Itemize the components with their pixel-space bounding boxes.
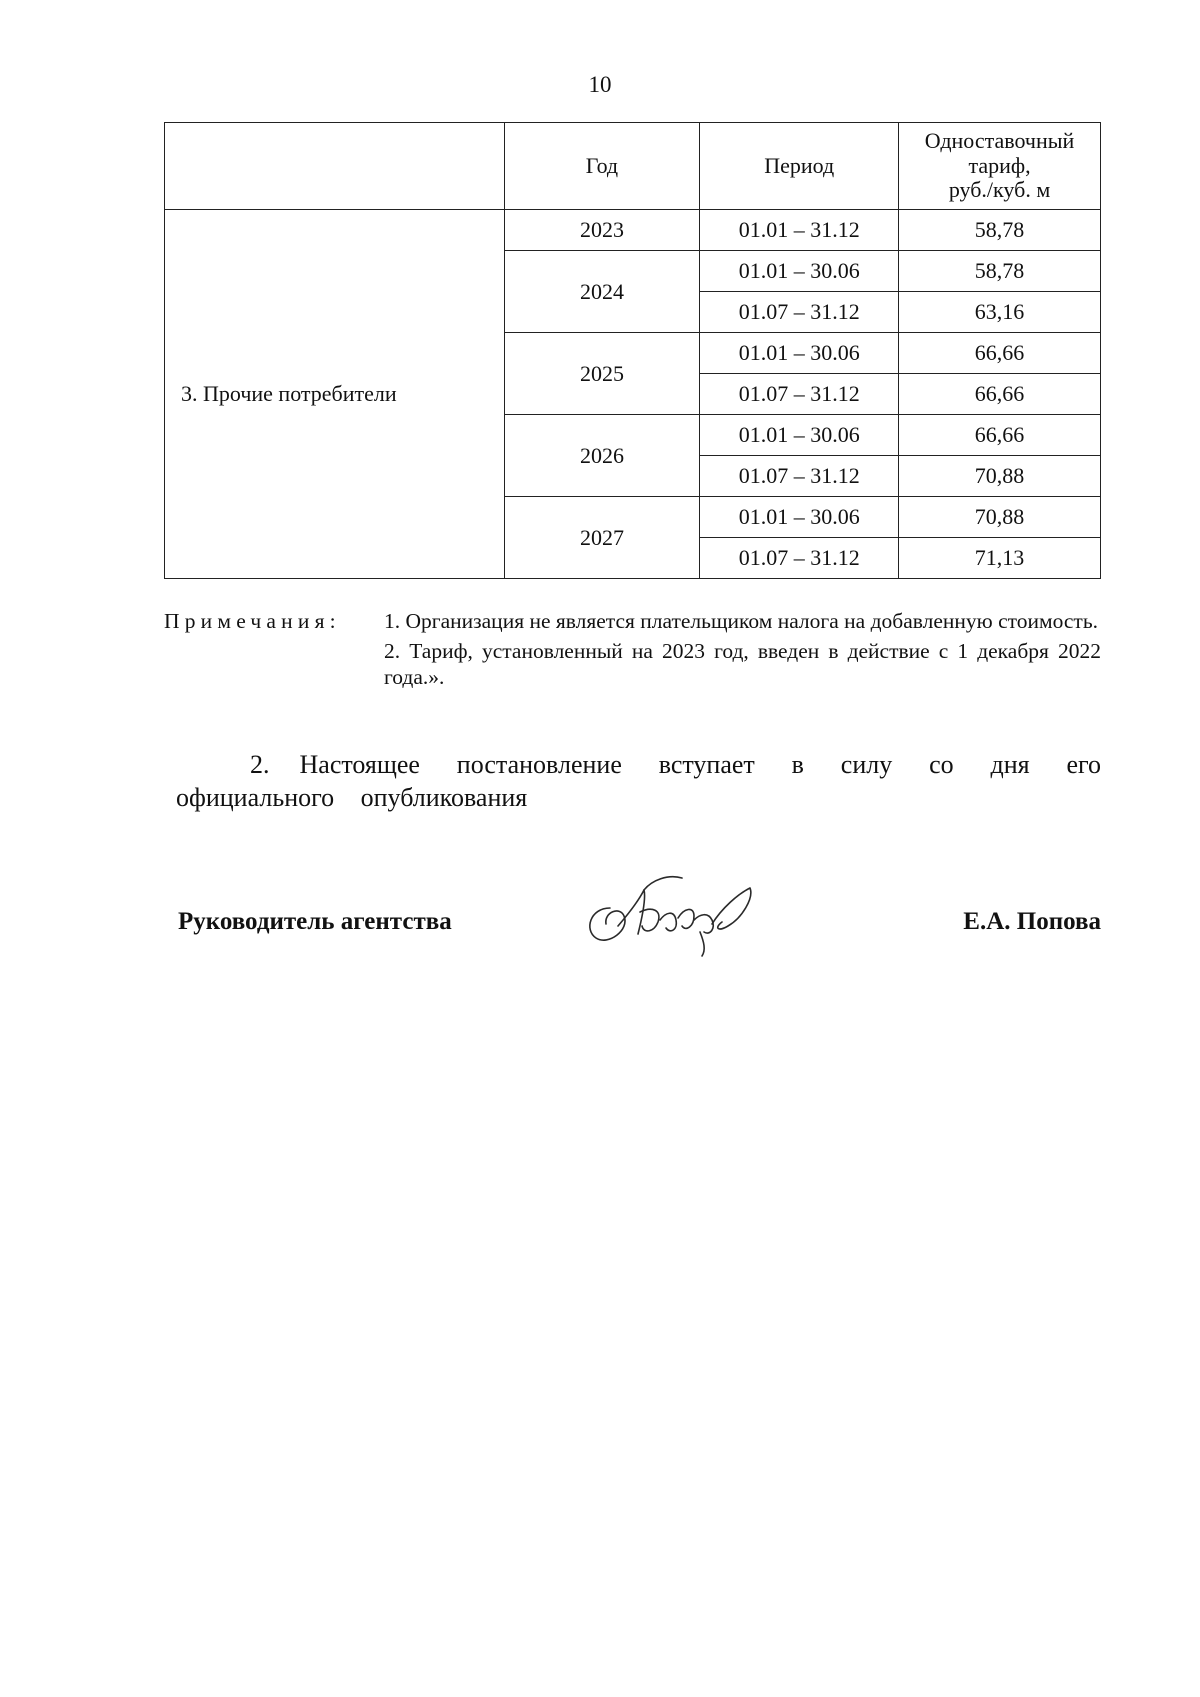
period-cell: 01.01 – 30.06 (700, 251, 899, 292)
year-cell: 2026 (504, 415, 700, 497)
table-row (165, 210, 1101, 251)
period-cell: 01.01 – 30.06 (700, 497, 899, 538)
tariff-cell: 58,78 (899, 210, 1101, 251)
resolution-paragraph (176, 748, 1101, 814)
header-tariff-line-1: Одноставочный (924, 128, 1075, 154)
period-cell: 01.07 – 31.12 (700, 374, 899, 415)
tariff-table (164, 122, 1101, 579)
period-cell: 01.07 – 31.12 (700, 292, 899, 333)
header-tariff-line-2: тариф, (968, 152, 1031, 178)
note-item: 2. Тариф, установленный на 2023 год, введен в действие с 1 декабря 2022 года.». (384, 639, 1101, 689)
header-period: Период (700, 123, 899, 210)
page-number: 10 (588, 72, 612, 97)
tariff-cell: 66,66 (899, 415, 1101, 456)
notes-list (384, 608, 1101, 694)
notes-label: Примечания: (164, 609, 341, 633)
header-tariff-line-3: руб./куб. м (948, 177, 1051, 203)
paragraph-text: Настоящее постановление вступает в силу со дня его официального опубликования (176, 750, 1101, 812)
tariff-cell: 70,88 (899, 497, 1101, 538)
tariff-cell: 66,66 (899, 333, 1101, 374)
tariff-cell: 71,13 (899, 538, 1101, 579)
year-cell: 2027 (504, 497, 700, 579)
table-header-row (165, 123, 1101, 210)
year-cell: 2023 (504, 210, 700, 251)
handwritten-signature (582, 868, 772, 958)
header-consumer (165, 123, 505, 210)
year-cell: 2024 (504, 251, 700, 333)
period-cell: 01.01 – 31.12 (700, 210, 899, 251)
year-cell: 2025 (504, 333, 700, 415)
tariff-cell: 58,78 (899, 251, 1101, 292)
note-item: 1. Организация не является плательщиком налога на добавленную стоимость. (384, 609, 1099, 633)
period-cell: 01.01 – 30.06 (700, 415, 899, 456)
period-cell: 01.07 – 31.12 (700, 456, 899, 497)
consumer-cell: 3. Прочие потребители (165, 210, 505, 579)
period-cell: 01.01 – 30.06 (700, 333, 899, 374)
paragraph-number: 2. (250, 750, 270, 779)
tariff-cell: 70,88 (899, 456, 1101, 497)
header-year: Год (504, 123, 700, 210)
header-tariff (899, 123, 1101, 210)
signatory-name: Е.А. Попова (963, 908, 1101, 935)
period-cell: 01.07 – 31.12 (700, 538, 899, 579)
signatory-title: Руководитель агентства (178, 908, 452, 935)
tariff-cell: 66,66 (899, 374, 1101, 415)
tariff-cell: 63,16 (899, 292, 1101, 333)
